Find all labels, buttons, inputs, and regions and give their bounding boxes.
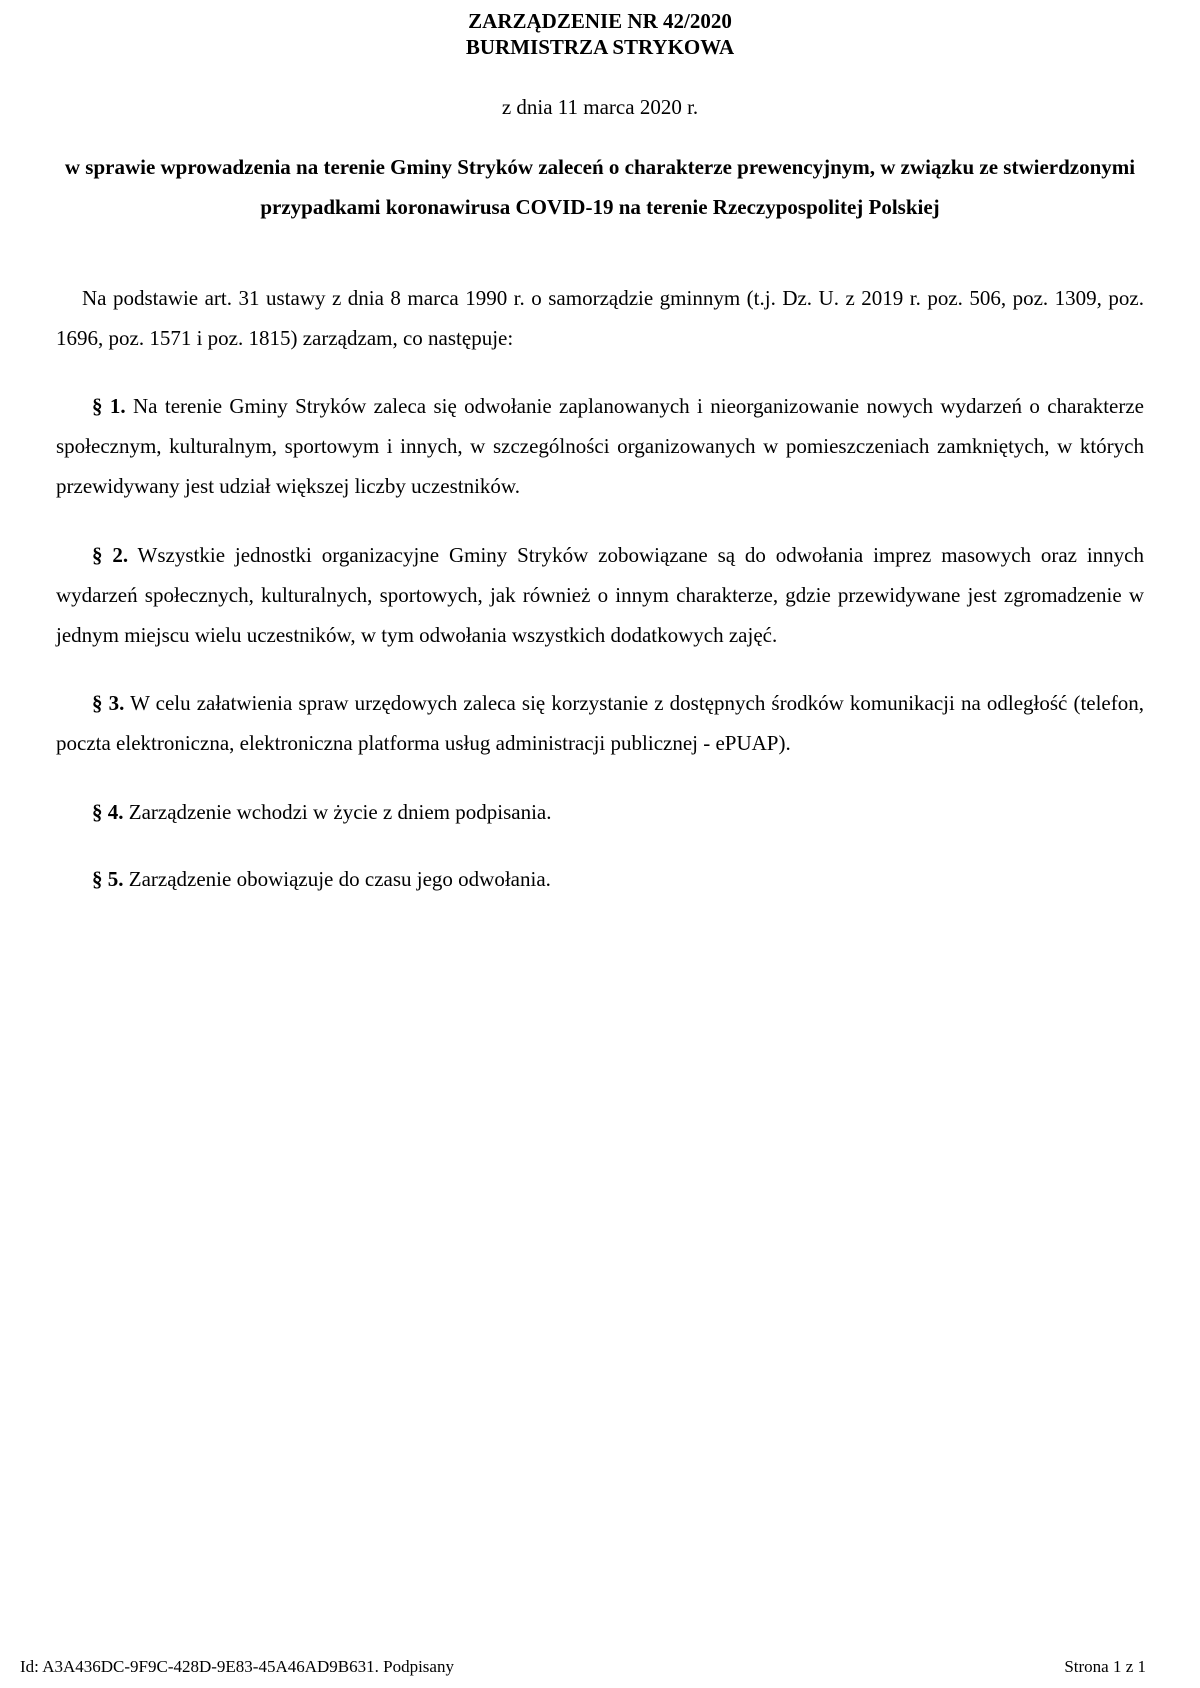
section-1-label: § 1.	[92, 394, 126, 418]
section-2-label: § 2.	[92, 543, 129, 567]
footer-page-number: Strona 1 z 1	[1064, 1657, 1146, 1676]
section-2-paragraph	[56, 535, 1144, 655]
section-3-label: § 3.	[92, 691, 125, 715]
section-1-paragraph	[56, 386, 1144, 506]
section-4-paragraph	[56, 792, 1144, 832]
section-3-paragraph	[56, 683, 1144, 763]
section-5-label: § 5.	[92, 867, 124, 891]
document-subject: w sprawie wprowadzenia na terenie Gminy Stryków zaleceń o charakterze prewencyjnym, w związku ze stwierdzonymi przypadkami koronawirusa COVID-19 na terenie Rzeczypospolitej Polskiej	[64, 155, 1136, 219]
section-4-text: Zarządzenie wchodzi w życie z dniem podpisania.	[123, 800, 552, 824]
footer-document-id: Id: A3A436DC-9F9C-428D-9E83-45A46AD9B631. Podpisany	[20, 1657, 454, 1676]
section-5-text: Zarządzenie obowiązuje do czasu jego odwołania.	[123, 867, 551, 891]
document-date: z dnia 11 marca 2020 r.	[501, 95, 699, 119]
document-issuer: BURMISTRZA STRYKOWA	[465, 35, 735, 59]
section-5-paragraph	[56, 859, 1144, 899]
document-title: ZARZĄDZENIE NR 42/2020	[468, 9, 732, 33]
section-4-label: § 4.	[92, 800, 124, 824]
section-2-text: Wszystkie jednostki organizacyjne Gminy Stryków zobowiązane są do odwołania imprez masowych oraz innych wydarzeń społecznych, kulturalnych, sportowych, jak również o innym charakterze, gdzie przewidywane jest zgromadzenie w jednym miejscu wielu uczestników, w tym odwołania wszystkich dodatkowych zajęć.	[56, 543, 1145, 647]
legal-basis-paragraph: Na podstawie art. 31 ustawy z dnia 8 marca 1990 r. o samorządzie gminnym (t.j. Dz. U. z 2019 r. poz. 506, poz. 1309, poz. 1696, poz. 1571 i poz. 1815) zarządzam, co następuje:	[56, 286, 1144, 350]
section-3-text: W celu załatwienia spraw urzędowych zaleca się korzystanie z dostępnych środków komunikacji na odległość (telefon, poczta elektroniczna, elektroniczna platforma usług administracji publicznej - ePUAP).	[56, 691, 1144, 755]
section-1-text: Na terenie Gminy Stryków zaleca się odwołanie zaplanowanych i nieorganizowanie nowych wydarzeń o charakterze społecznym, kulturalnym, sportowym i innych, w szczególności organizowanych w pomieszczeniach zamkniętych, w których przewidywany jest udział większej liczby uczestników.	[56, 394, 1145, 498]
